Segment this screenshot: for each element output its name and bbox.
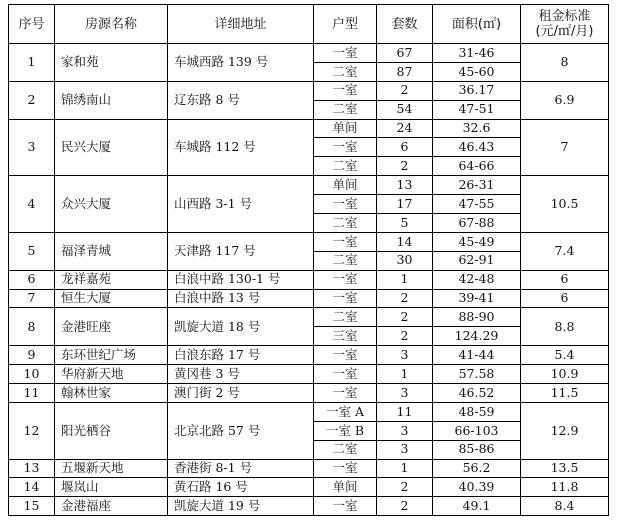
- cell-no: 9: [9, 346, 55, 365]
- header-rent-line1: 租金标准: [538, 9, 591, 24]
- cell-area: 85-86: [433, 440, 521, 459]
- cell-type: 二室: [314, 62, 377, 81]
- cell-type: 一室: [314, 81, 377, 100]
- cell-type: 二室: [314, 214, 377, 233]
- header-count: 套数: [377, 5, 433, 44]
- cell-rent: 12.9: [521, 402, 609, 459]
- cell-count: 67: [377, 44, 433, 63]
- cell-area: 45-49: [433, 232, 521, 251]
- cell-address: 白浪中路 130-1 号: [168, 270, 314, 289]
- cell-name: 家和苑: [55, 44, 168, 82]
- cell-rent: 8.4: [521, 497, 609, 516]
- table-row: [9, 176, 609, 195]
- cell-area: 26-31: [433, 176, 521, 195]
- housing-table-container: [8, 4, 609, 516]
- table-row: [9, 478, 609, 497]
- cell-name: 金港福座: [55, 497, 168, 516]
- cell-type: 一室 A: [314, 402, 377, 421]
- cell-area: 49.1: [433, 497, 521, 516]
- cell-count: 14: [377, 232, 433, 251]
- table-row: [9, 270, 609, 289]
- cell-no: 8: [9, 308, 55, 346]
- cell-area: 56.2: [433, 459, 521, 478]
- table-row: [9, 81, 609, 100]
- cell-type: 三室: [314, 327, 377, 346]
- cell-area: 31-46: [433, 44, 521, 63]
- table-row: [9, 384, 609, 403]
- header-no: 序号: [9, 5, 55, 44]
- header-row: [9, 5, 609, 44]
- cell-count: 3: [377, 421, 433, 440]
- cell-type: 一室: [314, 346, 377, 365]
- cell-rent: 5.4: [521, 346, 609, 365]
- cell-count: 1: [377, 270, 433, 289]
- cell-no: 11: [9, 384, 55, 403]
- cell-rent: 8.8: [521, 308, 609, 346]
- cell-type: 一室: [314, 270, 377, 289]
- table-row: [9, 44, 609, 63]
- cell-address: 山西路 3-1 号: [168, 176, 314, 233]
- header-rent: [521, 5, 609, 44]
- cell-count: 17: [377, 195, 433, 214]
- cell-type: 一室: [314, 384, 377, 403]
- cell-no: 14: [9, 478, 55, 497]
- cell-area: 46.52: [433, 384, 521, 403]
- cell-no: 4: [9, 176, 55, 233]
- cell-type: 一室: [314, 289, 377, 308]
- cell-no: 1: [9, 44, 55, 82]
- cell-area: 67-88: [433, 214, 521, 233]
- cell-count: 1: [377, 459, 433, 478]
- table-row: [9, 497, 609, 516]
- cell-count: 24: [377, 119, 433, 138]
- header-type: 户型: [314, 5, 377, 44]
- cell-type: 一室: [314, 459, 377, 478]
- cell-rent: 13.5: [521, 459, 609, 478]
- cell-name: 民兴大厦: [55, 119, 168, 176]
- cell-area: 57.58: [433, 365, 521, 384]
- cell-rent: 6: [521, 289, 609, 308]
- cell-rent: 6: [521, 270, 609, 289]
- cell-count: 13: [377, 176, 433, 195]
- header-area: 面积(㎡): [433, 5, 521, 44]
- cell-area: 47-55: [433, 195, 521, 214]
- cell-address: 凯旋大道 18 号: [168, 308, 314, 346]
- cell-rent: 7.4: [521, 232, 609, 270]
- cell-no: 12: [9, 402, 55, 459]
- cell-type: 二室: [314, 157, 377, 176]
- cell-area: 47-51: [433, 100, 521, 119]
- table-row: [9, 365, 609, 384]
- cell-area: 66-103: [433, 421, 521, 440]
- cell-name: 阳光栖谷: [55, 402, 168, 459]
- table-body: [9, 44, 609, 516]
- cell-area: 46.43: [433, 138, 521, 157]
- housing-table: [8, 4, 609, 516]
- cell-address: 黄冈巷 3 号: [168, 365, 314, 384]
- cell-count: 3: [377, 346, 433, 365]
- cell-type: 二室: [314, 308, 377, 327]
- cell-count: 87: [377, 62, 433, 81]
- cell-area: 36.17: [433, 81, 521, 100]
- cell-count: 2: [377, 497, 433, 516]
- cell-area: 41-44: [433, 346, 521, 365]
- table-row: [9, 346, 609, 365]
- cell-count: 6: [377, 138, 433, 157]
- cell-no: 5: [9, 232, 55, 270]
- cell-count: 2: [377, 157, 433, 176]
- cell-no: 13: [9, 459, 55, 478]
- cell-name: 翰林世家: [55, 384, 168, 403]
- cell-name: 恒生大厦: [55, 289, 168, 308]
- cell-rent: 10.5: [521, 176, 609, 233]
- cell-count: 2: [377, 308, 433, 327]
- cell-type: 二室: [314, 100, 377, 119]
- table-row: [9, 308, 609, 327]
- cell-no: 10: [9, 365, 55, 384]
- cell-name: 龙祥嘉苑: [55, 270, 168, 289]
- cell-no: 2: [9, 81, 55, 119]
- cell-type: 一室: [314, 138, 377, 157]
- cell-count: 5: [377, 214, 433, 233]
- cell-count: 54: [377, 100, 433, 119]
- cell-address: 车城西路 139 号: [168, 44, 314, 82]
- cell-address: 黄石路 16 号: [168, 478, 314, 497]
- cell-name: 华府新天地: [55, 365, 168, 384]
- cell-type: 单间: [314, 176, 377, 195]
- cell-type: 单间: [314, 478, 377, 497]
- cell-rent: 6.9: [521, 81, 609, 119]
- header-address: 详细地址: [168, 5, 314, 44]
- table-row: [9, 119, 609, 138]
- cell-area: 45-60: [433, 62, 521, 81]
- cell-no: 15: [9, 497, 55, 516]
- cell-area: 64-66: [433, 157, 521, 176]
- cell-area: 40.39: [433, 478, 521, 497]
- table-row: [9, 289, 609, 308]
- cell-address: 白浪中路 13 号: [168, 289, 314, 308]
- header-rent-line2: (元/㎡/月): [535, 24, 594, 39]
- cell-rent: 8: [521, 44, 609, 82]
- cell-type: 一室: [314, 232, 377, 251]
- cell-type: 一室: [314, 44, 377, 63]
- cell-area: 32.6: [433, 119, 521, 138]
- cell-name: 堰岚山: [55, 478, 168, 497]
- table-row: [9, 232, 609, 251]
- cell-address: 香港街 8-1 号: [168, 459, 314, 478]
- cell-name: 五堰新天地: [55, 459, 168, 478]
- cell-no: 7: [9, 289, 55, 308]
- cell-name: 锦绣南山: [55, 81, 168, 119]
- cell-area: 62-91: [433, 251, 521, 270]
- cell-rent: 7: [521, 119, 609, 176]
- header-name: 房源名称: [55, 5, 168, 44]
- cell-address: 辽东路 8 号: [168, 81, 314, 119]
- cell-type: 二室: [314, 251, 377, 270]
- cell-rent: 10.9: [521, 365, 609, 384]
- cell-rent: 11.5: [521, 384, 609, 403]
- cell-address: 澳门街 2 号: [168, 384, 314, 403]
- cell-address: 天津路 117 号: [168, 232, 314, 270]
- cell-rent: 11.8: [521, 478, 609, 497]
- cell-name: 福泽青城: [55, 232, 168, 270]
- cell-count: 2: [377, 478, 433, 497]
- cell-type: 一室: [314, 365, 377, 384]
- cell-no: 6: [9, 270, 55, 289]
- table-row: [9, 402, 609, 421]
- cell-count: 3: [377, 440, 433, 459]
- cell-area: 39-41: [433, 289, 521, 308]
- cell-address: 凯旋大道 19 号: [168, 497, 314, 516]
- cell-type: 二室: [314, 440, 377, 459]
- cell-type: 一室 B: [314, 421, 377, 440]
- cell-address: 车城路 112 号: [168, 119, 314, 176]
- cell-address: 白浪东路 17 号: [168, 346, 314, 365]
- cell-area: 124.29: [433, 327, 521, 346]
- cell-count: 2: [377, 327, 433, 346]
- table-row: [9, 459, 609, 478]
- cell-type: 单间: [314, 119, 377, 138]
- cell-area: 48-59: [433, 402, 521, 421]
- cell-count: 30: [377, 251, 433, 270]
- cell-name: 众兴大厦: [55, 176, 168, 233]
- cell-type: 一室: [314, 497, 377, 516]
- cell-area: 42-48: [433, 270, 521, 289]
- cell-count: 11: [377, 402, 433, 421]
- cell-count: 3: [377, 384, 433, 403]
- cell-name: 东环世纪广场: [55, 346, 168, 365]
- cell-count: 1: [377, 365, 433, 384]
- cell-type: 一室: [314, 195, 377, 214]
- cell-address: 北京北路 57 号: [168, 402, 314, 459]
- cell-no: 3: [9, 119, 55, 176]
- cell-count: 2: [377, 81, 433, 100]
- cell-area: 88-90: [433, 308, 521, 327]
- cell-name: 金港旺座: [55, 308, 168, 346]
- cell-count: 2: [377, 289, 433, 308]
